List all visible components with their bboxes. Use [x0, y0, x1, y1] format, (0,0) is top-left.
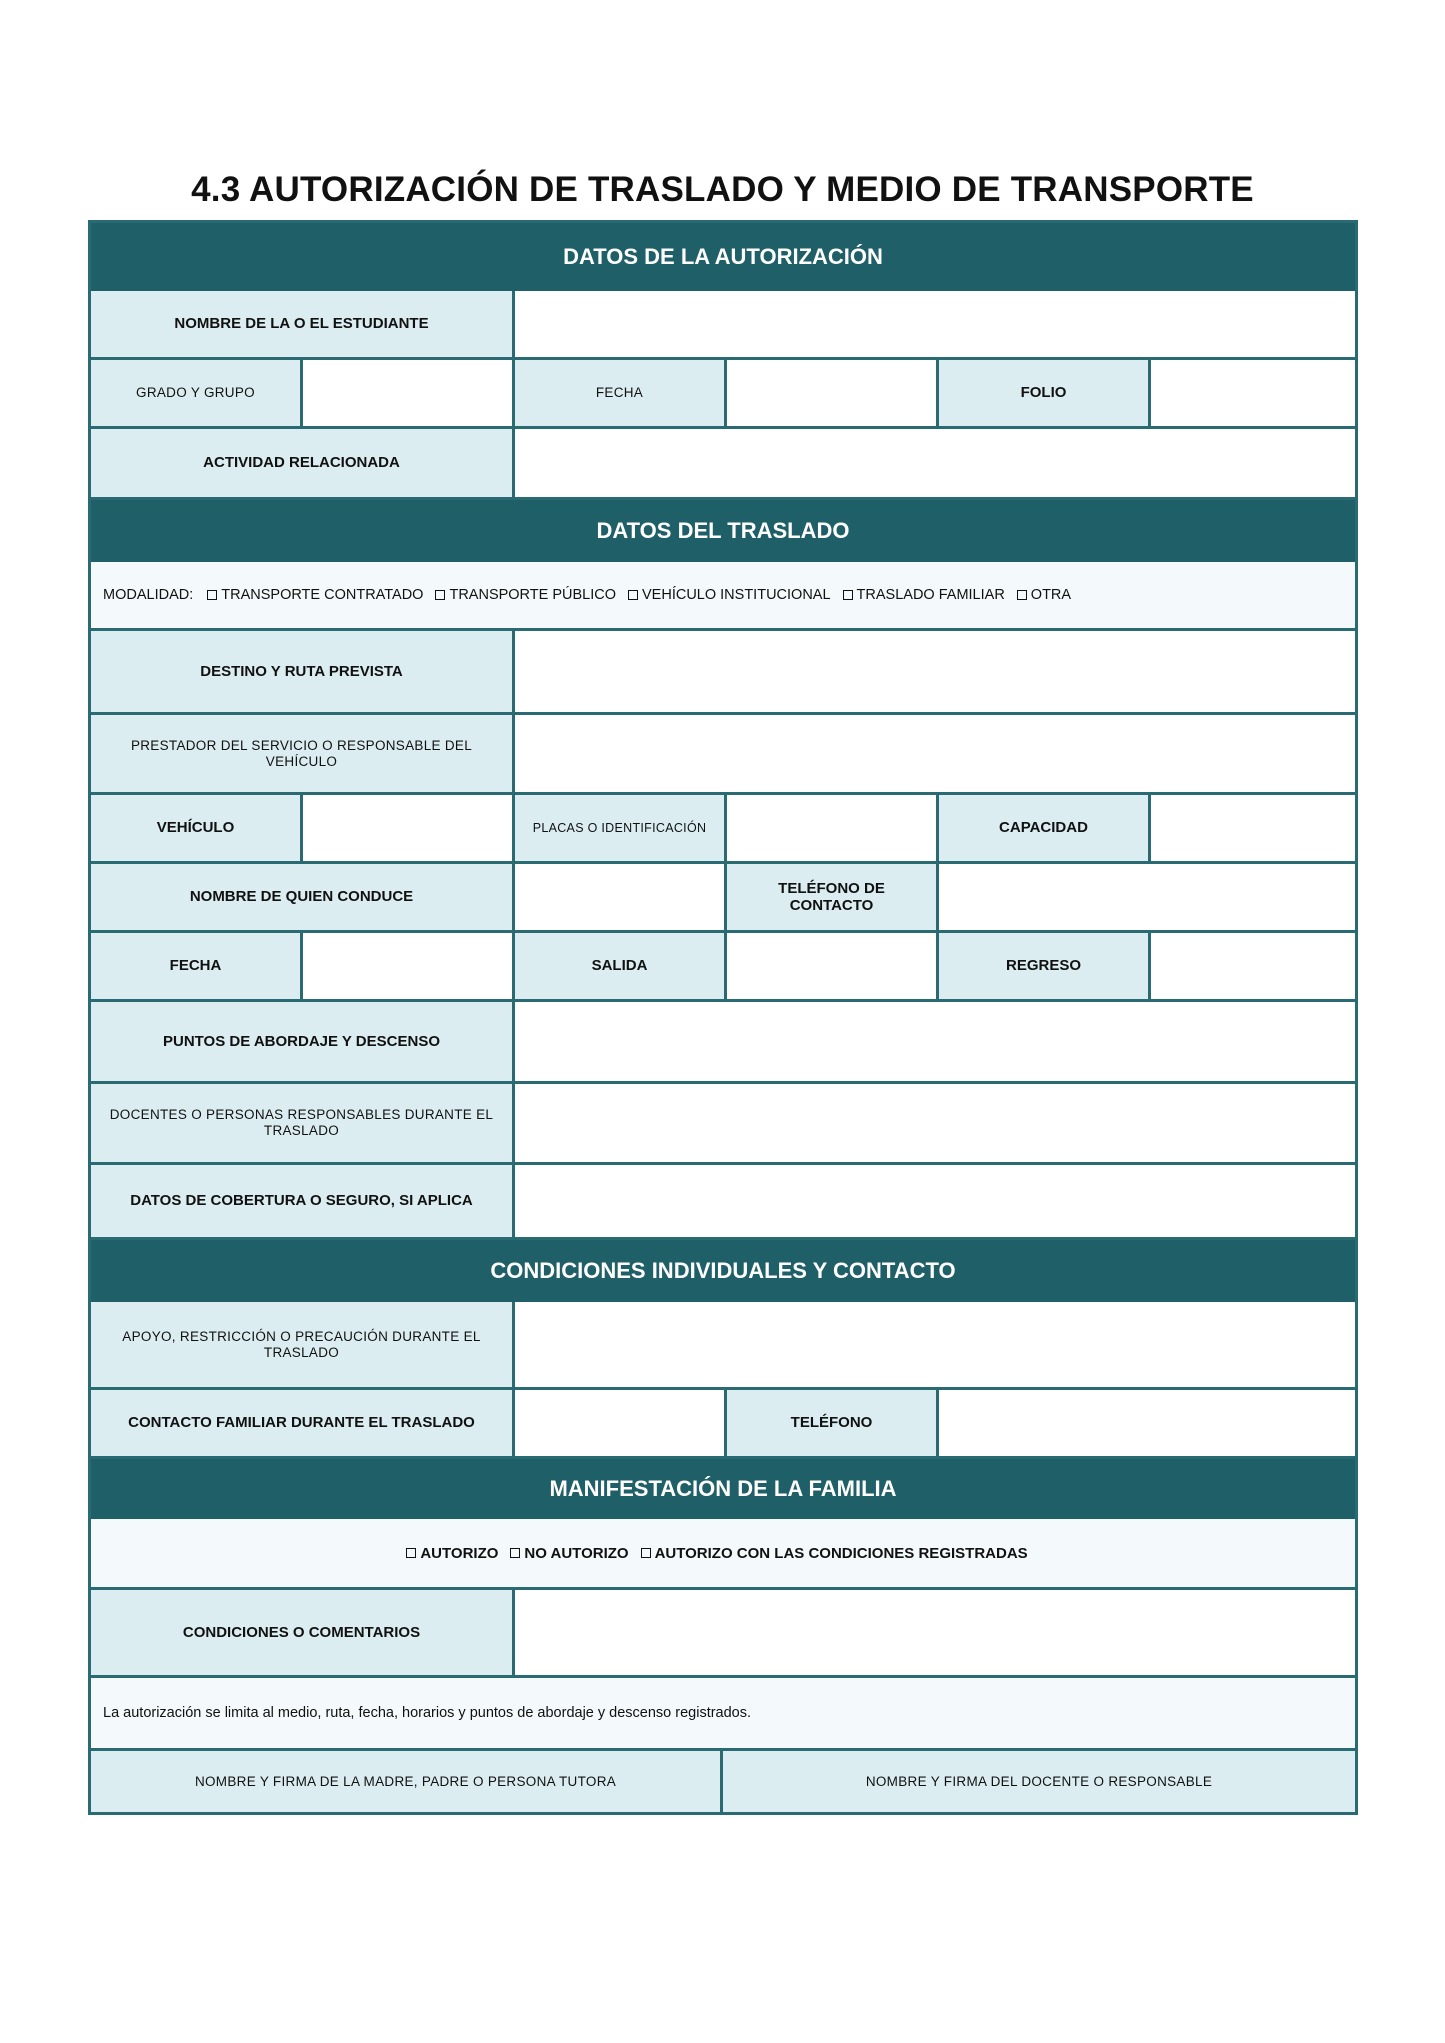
row-nombre-estudiante	[91, 291, 1355, 360]
salida-field[interactable]	[727, 933, 939, 999]
autorizacion-options-row	[91, 1519, 1355, 1590]
modalidad-option-otra[interactable]: OTRA	[1017, 587, 1071, 603]
label-contacto-familiar: CONTACTO FAMILIAR DURANTE EL TRASLADO	[91, 1390, 515, 1456]
vehiculo-field[interactable]	[303, 795, 515, 861]
firma-familia[interactable]: NOMBRE Y FIRMA DE LA MADRE, PADRE O PERSONA TUTORA	[91, 1751, 723, 1812]
page-title: 4.3 AUTORIZACIÓN DE TRASLADO Y MEDIO DE TRANSPORTE	[191, 170, 1254, 209]
row-docentes	[91, 1084, 1355, 1165]
contacto-familiar-field[interactable]	[515, 1390, 727, 1456]
label-telefono-contacto: TELÉFONO DE CONTACTO	[727, 864, 939, 930]
option-no-autorizo[interactable]: NO AUTORIZO	[510, 1545, 628, 1562]
row-puntos	[91, 1002, 1355, 1084]
section-header-autorizacion: DATOS DE LA AUTORIZACIÓN	[91, 223, 1355, 291]
row-seguro	[91, 1165, 1355, 1240]
telefono-contacto-field[interactable]	[939, 864, 1355, 930]
comentarios-field[interactable]	[515, 1590, 1355, 1675]
checkbox-icon[interactable]	[510, 1548, 520, 1558]
folio-field[interactable]	[1151, 360, 1355, 426]
conductor-field[interactable]	[515, 864, 727, 930]
label-placas: PLACAS O IDENTIFICACIÓN	[515, 795, 727, 861]
row-apoyo	[91, 1302, 1355, 1390]
label-apoyo: APOYO, RESTRICCIÓN O PRECAUCIÓN DURANTE EL TRASLADO	[91, 1302, 515, 1387]
section-header-condiciones: CONDICIONES INDIVIDUALES Y CONTACTO	[91, 1240, 1355, 1302]
label-comentarios: CONDICIONES O COMENTARIOS	[91, 1590, 515, 1675]
row-grado-fecha-folio	[91, 360, 1355, 429]
checkbox-icon[interactable]	[1017, 590, 1027, 600]
label-fecha-traslado: FECHA	[91, 933, 303, 999]
row-prestador	[91, 715, 1355, 795]
modalidad-row	[91, 562, 1355, 631]
row-firmas	[91, 1751, 1355, 1812]
capacidad-field[interactable]	[1151, 795, 1355, 861]
firma-docente[interactable]: NOMBRE Y FIRMA DEL DOCENTE O RESPONSABLE	[723, 1751, 1355, 1812]
label-telefono: TELÉFONO	[727, 1390, 939, 1456]
docentes-field[interactable]	[515, 1084, 1355, 1162]
checkbox-icon[interactable]	[641, 1548, 651, 1558]
row-vehiculo	[91, 795, 1355, 864]
apoyo-field[interactable]	[515, 1302, 1355, 1387]
row-actividad	[91, 429, 1355, 500]
row-conductor	[91, 864, 1355, 933]
row-comentarios	[91, 1590, 1355, 1678]
option-autorizo[interactable]: AUTORIZO	[406, 1545, 498, 1562]
section-header-familia: MANIFESTACIÓN DE LA FAMILIA	[91, 1459, 1355, 1519]
label-seguro: DATOS DE COBERTURA O SEGURO, SI APLICA	[91, 1165, 515, 1237]
nombre-estudiante-field[interactable]	[515, 291, 1355, 357]
placas-field[interactable]	[727, 795, 939, 861]
label-vehiculo: VEHÍCULO	[91, 795, 303, 861]
label-conductor: NOMBRE DE QUIEN CONDUCE	[91, 864, 515, 930]
puntos-field[interactable]	[515, 1002, 1355, 1081]
modalidad-option-institucional[interactable]: VEHÍCULO INSTITUCIONAL	[628, 587, 831, 603]
checkbox-icon[interactable]	[843, 590, 853, 600]
destino-field[interactable]	[515, 631, 1355, 712]
label-destino: DESTINO Y RUTA PREVISTA	[91, 631, 515, 712]
actividad-field[interactable]	[515, 429, 1355, 497]
modalidad-option-familiar[interactable]: TRASLADO FAMILIAR	[843, 587, 1005, 603]
telefono-field[interactable]	[939, 1390, 1355, 1456]
authorization-form	[88, 220, 1358, 1815]
label-capacidad: CAPACIDAD	[939, 795, 1151, 861]
grado-grupo-field[interactable]	[303, 360, 515, 426]
checkbox-icon[interactable]	[628, 590, 638, 600]
modalidad-option-publico[interactable]: TRANSPORTE PÚBLICO	[435, 587, 616, 603]
label-docentes: DOCENTES O PERSONAS RESPONSABLES DURANTE EL TRASLADO	[91, 1084, 515, 1162]
label-actividad: ACTIVIDAD RELACIONADA	[91, 429, 515, 497]
nota-text: La autorización se limita al medio, ruta, fecha, horarios y puntos de abordaje y descenso registrados.	[103, 1705, 752, 1721]
checkbox-icon[interactable]	[406, 1548, 416, 1558]
label-folio: FOLIO	[939, 360, 1151, 426]
option-autorizo-condiciones[interactable]: AUTORIZO CON LAS CONDICIONES REGISTRADAS	[641, 1545, 1028, 1562]
label-prestador: PRESTADOR DEL SERVICIO O RESPONSABLE DEL VEHÍCULO	[91, 715, 515, 792]
label-salida: SALIDA	[515, 933, 727, 999]
label-grado-grupo: GRADO Y GRUPO	[91, 360, 303, 426]
checkbox-icon[interactable]	[435, 590, 445, 600]
label-nombre-estudiante: NOMBRE DE LA O EL ESTUDIANTE	[91, 291, 515, 357]
section-header-traslado: DATOS DEL TRASLADO	[91, 500, 1355, 562]
fecha-field[interactable]	[727, 360, 939, 426]
regreso-field[interactable]	[1151, 933, 1355, 999]
row-destino	[91, 631, 1355, 715]
modalidad-label: MODALIDAD:	[103, 587, 194, 603]
nota-row	[91, 1678, 1355, 1751]
label-fecha: FECHA	[515, 360, 727, 426]
seguro-field[interactable]	[515, 1165, 1355, 1237]
row-horarios	[91, 933, 1355, 1002]
row-contacto-familiar	[91, 1390, 1355, 1459]
prestador-field[interactable]	[515, 715, 1355, 792]
fecha-traslado-field[interactable]	[303, 933, 515, 999]
modalidad-option-contratado[interactable]: TRANSPORTE CONTRATADO	[207, 587, 423, 603]
label-regreso: REGRESO	[939, 933, 1151, 999]
label-puntos: PUNTOS DE ABORDAJE Y DESCENSO	[91, 1002, 515, 1081]
checkbox-icon[interactable]	[207, 590, 217, 600]
